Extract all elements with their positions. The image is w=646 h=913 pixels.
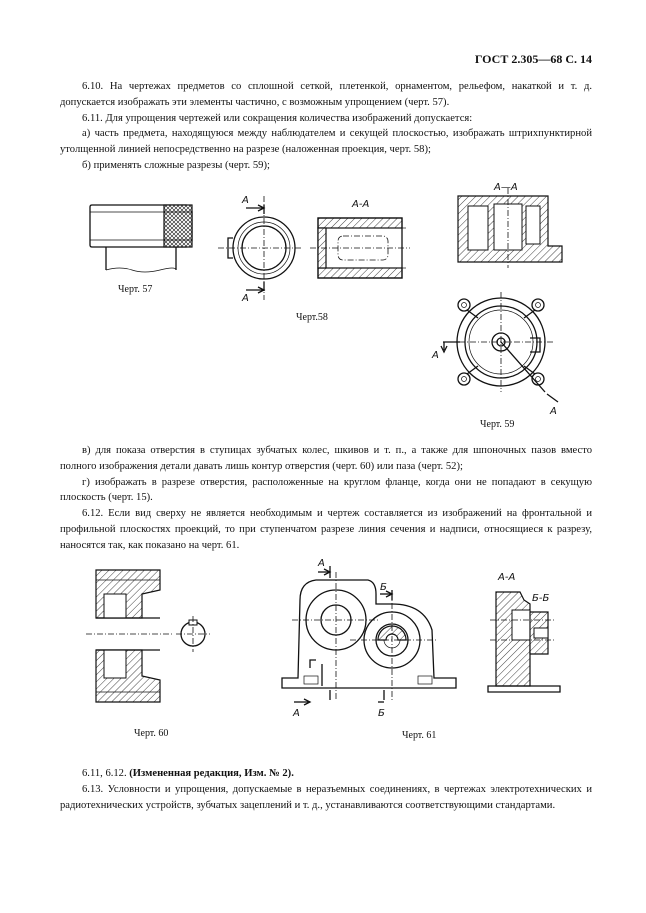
paragraph-6-10: 6.10. На чертежах предметов со сплошной сеткой, плетенкой, орнаментом, рельефом, накаткой и т. д. допускается изображать эти элементы частично, с возможным упрощением (черт. 57). xyxy=(60,81,592,108)
fig61-label-b-top: Б xyxy=(380,582,387,593)
fig61-label-a-top: А xyxy=(318,558,325,569)
fig59-label-a-right: А xyxy=(550,406,557,417)
fig58-section xyxy=(310,199,410,278)
paragraph-edition-note xyxy=(60,766,592,782)
fig58-caption: Черт.58 xyxy=(296,312,328,323)
fig58-label-a-bottom: А xyxy=(242,293,249,304)
fig61-caption: Черт. 61 xyxy=(402,730,437,741)
edition-prefix: 6.11, 6.12. xyxy=(82,768,130,779)
fig59-section-view xyxy=(458,182,562,268)
fig57-drawing xyxy=(90,205,192,272)
fig61-side-section xyxy=(488,572,560,692)
paragraph-6-12: 6.12. Если вид сверху не является необходимым и чертеж составляется из изображений на фронтальной и профильной плоскостях проекций, то при ступенчатом разрезе линия сечения и надписи, относящиеся к разрезу, наносятся так, как показано на черт. 61. xyxy=(60,508,592,551)
fig60-caption: Черт. 60 xyxy=(134,728,169,739)
fig59-label-aa: А—А xyxy=(494,182,518,193)
fig61-label-bb: Б-Б xyxy=(532,593,550,604)
text-block-bottom xyxy=(60,766,592,813)
fig61-front-view xyxy=(282,558,456,719)
fig61-label-a-bottom: А xyxy=(293,708,300,719)
fig61-label-aa: А-А xyxy=(498,572,516,583)
fig58-end-view xyxy=(218,195,302,304)
edition-bold: (Измененная редакция, Изм. № 2). xyxy=(129,768,294,779)
paragraph-6-11-v: в) для показа отверстия в ступицах зубчатых колес, шкивов и т. п., а также для шпоночных пазов вместо полного изображения детали давать лишь контур отверстия (черт. 60) или паза (черт. 52); xyxy=(60,445,592,472)
fig58-label-aa: А-А xyxy=(352,199,370,210)
fig61-label-b-bottom: Б xyxy=(378,708,385,719)
fig59-caption: Черт. 59 xyxy=(480,419,515,430)
fig60-drawing xyxy=(86,570,210,702)
paragraph-6-11-b: б) применять сложные разрезы (черт. 59); xyxy=(82,159,270,171)
fig59-plan-view xyxy=(431,292,558,417)
fig58-label-a-top: А xyxy=(242,195,249,206)
paragraph-6-13: 6.13. Условности и упрощения, допускаемые в неразъемных соединениях, в чертежах электротехнических и радиотехнических устройств, зубчатых зацеплений и т. д., устанавливаются соответствующими стандартами. xyxy=(60,783,592,811)
paragraph-6-11: 6.11. Для упрощения чертежей или сокращения количества изображений допускается: xyxy=(82,112,473,124)
page-header: ГОСТ 2.305—68 С. 14 xyxy=(474,52,592,66)
text-block-middle xyxy=(60,443,592,554)
paragraph-6-11-a: а) часть предмета, находящуюся между наблюдателем и секущей плоскостью, изображать штрихпунктирной утолщенной линией непосредственно на разрезе (наложенная проекция, черт. 58); xyxy=(60,128,592,156)
fig59-label-a-left: А xyxy=(432,350,439,361)
fig57-caption: Черт. 57 xyxy=(118,284,153,295)
paragraph-6-11-g: г) изображать в разрезе отверстия, расположенные на круглом фланце, когда они не попадают в секущую плоскость (черт. 15). xyxy=(60,476,592,504)
